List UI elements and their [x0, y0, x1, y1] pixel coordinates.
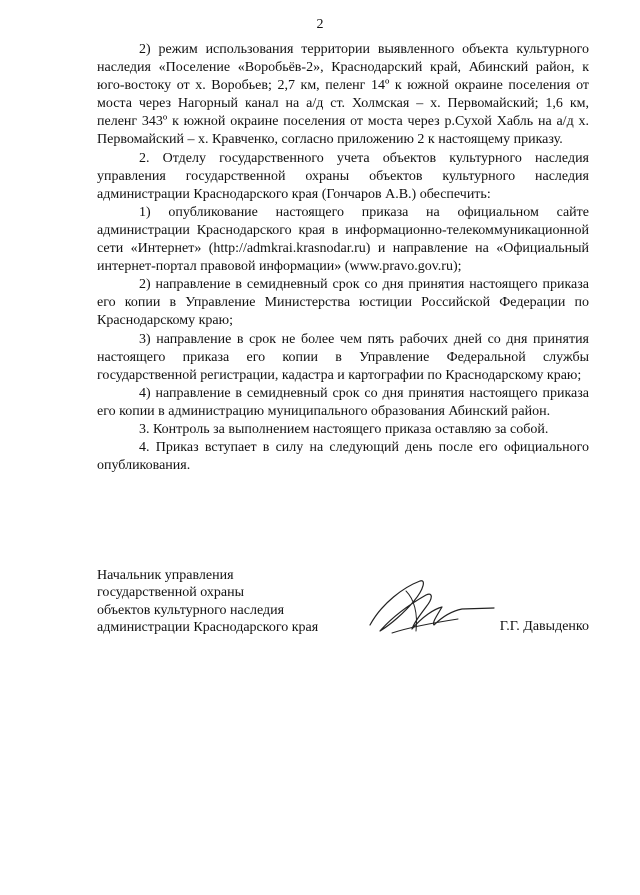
signatory-title-line: администрации Краснодарского края [97, 620, 319, 636]
page-number: 2 [316, 17, 324, 32]
paragraph: 2. Отделу государственного учета объектов культурного наследия управления государственной охраны объектов культурного наследия администрации Краснодарского края (Гончаров А.В.) обеспечить: [97, 150, 589, 202]
paragraph: 3) направление в срок не более чем пять рабочих дней со дня принятия настоящего приказа его копии в Управление Федеральной службы государственной регистрации, кадастра и картографии по Краснодарскому краю; [97, 331, 589, 383]
document-body [97, 41, 589, 475]
handwritten-signature [362, 573, 497, 639]
signature-block [97, 567, 589, 647]
paragraph: 2) направление в семидневный срок со дня принятия настоящего приказа его копии в Управление Министерства юстиции Российской Федерации по Краснодарскому краю; [97, 277, 589, 329]
paragraph: 1) опубликование настоящего приказа на официальном сайте администрации Краснодарского края в информационно-телекоммуникационной сети «Интернет» (http://admkrai.krasnodar.ru) и направление на «Официальный интернет-портал правовой информации» (www.pravo.gov.ru); [97, 204, 589, 275]
signatory-title-line: объектов культурного наследия [97, 602, 285, 618]
signatory-title-line: государственной охраны [97, 585, 245, 601]
paragraph: 4. Приказ вступает в силу на следующий день после его официального опубликования. [97, 440, 589, 474]
paragraph: 2) режим использования территории выявленного объекта культурного наследия «Поселение «Воробьёв-2», Краснодарский край, Абинский район, к юго-востоку от х. Воробьев; 2,7 км, пеленг 14º к южной окраине поселения от моста через Нагорный канал на а/д ст. Холмская – х. Первомайский; 1,6 км, пеленг 343º к южной окраине поселения от моста через р.Сухой Хабль на а/д х. Первомайский – х. Кравченко, согласно приложению 2 к настоящему приказу. [97, 42, 589, 148]
signatory-title-line: Начальник управления [97, 568, 234, 583]
signatory-name: Г.Г. Давыденко [499, 619, 589, 634]
paragraph: 3. Контроль за выполнением настоящего приказа оставляю за собой. [139, 421, 549, 437]
paragraph: 4) направление в семидневный срок со дня принятия настоящего приказа его копии в администрацию муниципального образования Абинский район. [97, 385, 589, 419]
